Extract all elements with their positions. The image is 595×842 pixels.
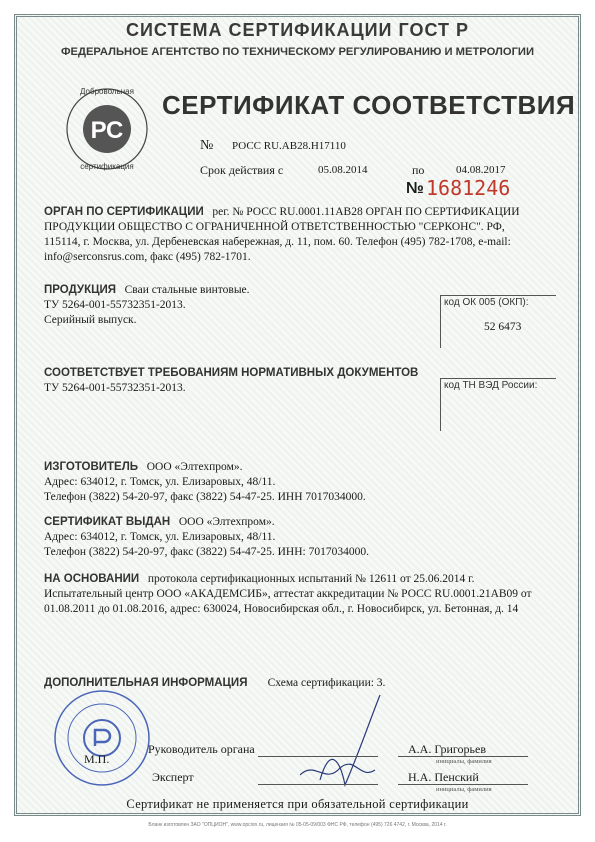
manufacturer-phone: Телефон (3822) 54-20-97, факс (3822) 54-47-25. ИНН 7017034000. [44,491,366,503]
issued-to-section [44,515,556,560]
gost-r-logo-icon [64,86,150,172]
issued-label: СЕРТИФИКАТ ВЫДАН [44,516,171,528]
tnved-code-label: код ТН ВЭД России: [444,380,538,391]
organ-line1: рег. № РОСС RU.0001.11АВ28 ОРГАН ПО СЕРТИФИКАЦИИ [212,206,520,218]
organ-line3: 115114, г. Москва, ул. Дербеневская набережная, д. 11, пом. 60. Телефон (495) 782-1708, e-mail: [44,236,511,248]
issued-address: Адрес: 634012, г. Томск, ул. Елизаровых, 48/11. [44,531,276,543]
blank-number: 1681246 [426,176,511,200]
certificate-title: СЕРТИФИКАТ СООТВЕТСТВИЯ [162,90,576,120]
manufacturer-name: ООО «Элтехпром». [146,461,243,473]
ok-code: 52 6473 [484,321,522,333]
manufacturer-section [44,460,556,505]
head-sub-label: инициалы, фамилия [436,758,492,765]
basis-line3: 01.08.2011 до 01.08.2016, адрес: 630024, Новосибирская обл., г. Новосибирск, ул. Бетонная, д. 14 [44,603,519,615]
product-name: Сваи стальные винтовые. [124,284,250,296]
extra-scheme: Схема сертификации: 3. [267,677,386,689]
expert-label: Эксперт [152,770,194,784]
validity-label: Срок действия с [200,163,284,177]
organ-line4: info@serconsrus.com, факс (495) 782-1701. [44,251,251,263]
head-label: Руководитель органа [148,742,255,756]
manufacturer-label: ИЗГОТОВИТЕЛЬ [44,461,139,473]
ok-code-label: код ОК 005 (ОКП): [444,297,529,308]
footer-note: Сертификат не применяется при обязательной сертификации [126,797,469,811]
issued-phone: Телефон (3822) 54-20-97, факс (3822) 54-47-25. ИНН: 7017034000. [44,546,369,558]
conformity-label: СООТВЕТСТВУЕТ ТРЕБОВАНИЯМ НОРМАТИВНЫХ ДОКУМЕНТОВ [44,367,419,379]
manufacturer-address: Адрес: 634012, г. Томск, ул. Елизаровых, 48/11. [44,476,276,488]
organ-seal-stamp-icon [52,688,152,788]
expert-sub-label: инициалы, фамилия [436,786,492,793]
issued-name: ООО «Элтехпром». [178,516,275,528]
certification-body-section [44,205,556,265]
head-name: А.А. Григорьев [408,742,487,756]
basis-line2: Испытательный центр ООО «АКАДЕМСИБ», аттестат аккредитации № РОСС RU.0001.21АВ09 от [44,588,532,600]
system-heading: СИСТЕМА СЕРТИФИКАЦИИ ГОСТ Р [125,20,470,40]
conformity-doc: ТУ 5264-001-55732351-2013. [44,382,186,394]
valid-to-label: по [412,163,425,177]
logo-top-text: Добровольная [80,87,134,96]
basis-label: НА ОСНОВАНИИ [44,573,140,585]
product-label: ПРОДУКЦИЯ [44,284,117,296]
product-section [44,283,424,328]
organ-line2: ПРОДУКЦИИ ОБЩЕСТВО С ОГРАНИЧЕННОЙ ОТВЕТСТВЕННОСТЬЮ "СЕРКОНС". РФ, [44,221,505,233]
expert-name: Н.А. Пенский [408,770,479,784]
valid-from: 05.08.2014 [318,164,368,176]
logo-bottom-text: сертификация [80,162,134,171]
blank-number-label: № [406,180,424,197]
logo-mark: РС [90,117,124,144]
printer-line: Бланк изготовлен ЗАО "ОПЦИОН", www.opcion.ru, лицензия № 05-05-09/003 ФНС РФ, телефон (495) 726 4742, г. Москва, 2014 г. [148,822,447,828]
cert-number: РОСС RU.AB28.H17110 [232,140,346,152]
conformity-section [44,366,464,396]
valid-to: 04.08.2017 [456,164,506,176]
basis-section [44,572,556,617]
extra-label: ДОПОЛНИТЕЛЬНАЯ ИНФОРМАЦИЯ [44,677,248,689]
cert-number-label: № [200,138,214,153]
product-series: Серийный выпуск. [44,314,137,326]
basis-line1: протокола сертификационных испытаний № 12611 от 25.06.2014 г. [147,573,475,585]
product-tu: ТУ 5264-001-55732351-2013. [44,299,186,311]
organ-label: ОРГАН ПО СЕРТИФИКАЦИИ [44,206,204,218]
seal-mark: М.П. [84,752,110,766]
agency-heading: ФЕДЕРАЛЬНОЕ АГЕНТСТВО ПО ТЕХНИЧЕСКОМУ РЕГУЛИРОВАНИЮ И МЕТРОЛОГИИ [60,46,535,58]
